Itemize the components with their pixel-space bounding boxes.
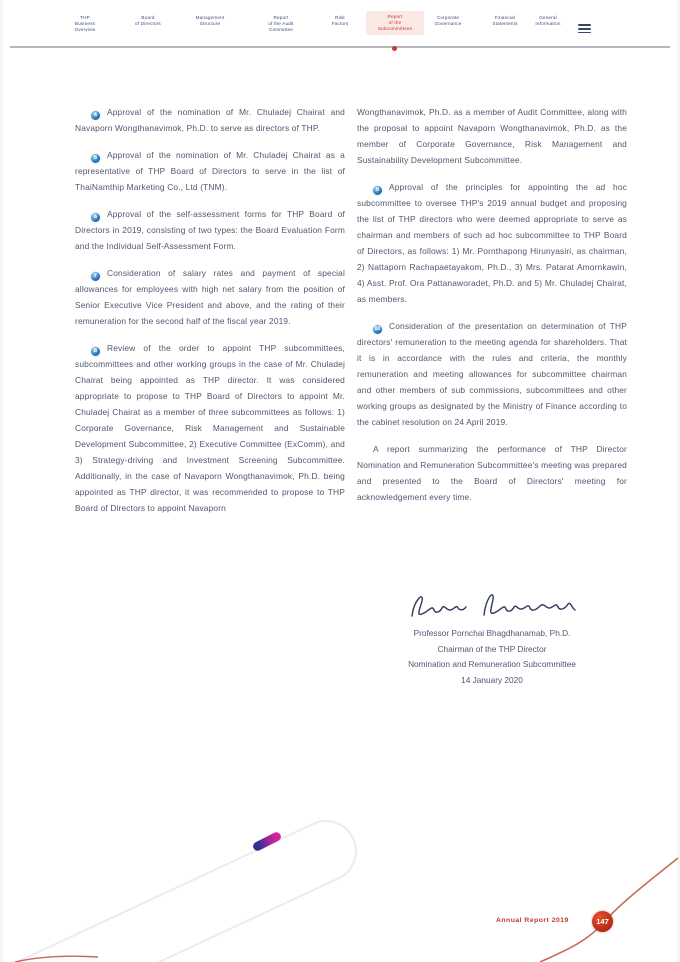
continuation-paragraph <box>357 104 627 168</box>
tab-label: of the Audit <box>268 21 294 27</box>
tab-business-overview[interactable] <box>56 15 114 34</box>
signatory-title-line1: Chairman of the THP Director <box>437 643 547 654</box>
tab-label: Governance <box>434 21 462 27</box>
tab-general-information[interactable] <box>519 15 577 27</box>
agenda-item <box>75 147 345 195</box>
left-column <box>75 104 345 527</box>
signatory-name: Professor Pornchai Bhagdhanamab, Ph.D. <box>413 628 571 638</box>
signature-block <box>357 586 627 688</box>
tab-label: of the <box>388 20 402 26</box>
agenda-item <box>75 265 345 329</box>
tab-label: THP <box>80 15 90 20</box>
right-column <box>357 104 627 516</box>
handwritten-signature-image <box>402 586 582 622</box>
closing-paragraph <box>357 441 627 505</box>
page-edge-shadow-right <box>675 0 680 962</box>
page-number-badge: 147 <box>592 911 613 932</box>
decorative-loop-line <box>0 810 367 962</box>
numbered-bullet-icon: 8 <box>91 347 100 356</box>
tab-label: Report <box>387 14 403 19</box>
tab-label: Information <box>535 21 561 27</box>
tab-label: Business <box>74 21 96 27</box>
tab-corporate-governance[interactable] <box>419 15 477 27</box>
numbered-bullet-icon: 4 <box>91 111 100 120</box>
tab-label: Risk <box>335 15 345 20</box>
hamburger-menu-icon[interactable] <box>578 24 591 35</box>
page-edge-shadow-left <box>0 0 5 962</box>
tab-label: Board <box>141 15 155 20</box>
agenda-item-text: Consideration of the presentation on determination of THP directors' remuneration to the meeting agenda for shareholders. That it is in accordance with the rules and criteria, the monthly remuneration and meeting allowances for subcommittee chairman and other members of sub commissions, subcommittees and other working groups as designated by the Ministry of Finance according to the cabinet resolution on 24 April 2019. <box>357 321 627 427</box>
tab-management-structure[interactable] <box>181 15 239 27</box>
agenda-item-text: Approval of the principles for appointing the ad hoc subcommittee to oversee THP's 2019 annual budget and proposing the list of THP directors who were deemed appropriate to serve as chairman and members of such ad hoc subcommittee to THP Board of Directors, as follows: 1) Mr. Pornthapong Hirunyasiri, as chairman, 2) Nattaporn Rachapaetayakom, Ph.D., 3) Mrs. Patarat Amornkawin, 4) Asst. Prof. Ora Pattanaworadet, Ph.D. and 5) Mr. Chuladej Chairat, as members. <box>357 182 627 304</box>
numbered-bullet-icon: 9 <box>373 186 382 195</box>
numbered-bullet-icon: 6 <box>91 213 100 222</box>
agenda-item <box>357 318 627 430</box>
tab-label: Statements <box>492 21 518 27</box>
agenda-item-text: Review of the order to appoint THP subcommittees, subcommittees and other working groups in the case of Mr. Chuladej Chairat being appointed as THP director. It was considered appropriate to propose to THP Board of Directors to appoint Mr. Chuladej Chairat as a member of three subcommittees as follows: 1) Corporate Governance, Risk Management and Sustainable Development Subcommittee, 2) Executive Committee (ExComm), and 3) Strategy-driving and Investment Screening Subcommittee. Additionally, in the case of Navaporn Wongthanavimok, Ph.D. being appointed as THP director, it was recommended to propose to THP Board of Directors to appoint Navaporn <box>75 343 345 513</box>
tab-audit-committee[interactable] <box>252 15 310 34</box>
signatory-title-line2: Nomination and Remuneration Subcommittee <box>408 659 576 669</box>
tab-label: of Directors <box>135 21 161 27</box>
nav-divider-rule <box>10 46 670 48</box>
tab-label: Committee <box>268 27 293 33</box>
tab-risk-factors[interactable] <box>311 15 369 27</box>
agenda-item <box>75 206 345 254</box>
tab-board-of-directors[interactable] <box>119 15 177 27</box>
numbered-bullet-icon: 10 <box>374 326 381 332</box>
annual-report-label: Annual Report 2019 <box>496 917 569 924</box>
red-curve-decoration <box>460 830 680 962</box>
agenda-item-text: Consideration of salary rates and payment of special allowances for employees with high net salary from the position of Senior Executive Vice President and above, and the rating of their remuneration for the second half of the fiscal year 2019. <box>75 268 345 326</box>
agenda-item <box>75 340 345 516</box>
numbered-bullet-icon: 7 <box>91 272 100 281</box>
corner-red-line-decoration <box>10 948 100 962</box>
paragraph-text: Wongthanavimok, Ph.D. as a member of Audit Committee, along with the proposal to appoint Navaporn Wongthanavimok, Ph.D. as the member of Corporate Governance, Risk Management and Sustainability Development Subcommittee. <box>357 107 627 165</box>
numbered-bullet-icon: 5 <box>91 154 100 163</box>
active-tab-indicator-dot <box>392 46 397 51</box>
tab-label: Factors <box>331 21 349 27</box>
tab-subcommittees-active[interactable] <box>366 11 424 35</box>
tab-label: Report <box>273 15 289 20</box>
signature-date: 14 January 2020 <box>461 674 523 685</box>
tab-label: Financial <box>494 15 516 20</box>
agenda-item-text: Approval of the nomination of Mr. Chuladej Chairat and Navaporn Wongthanavimok, Ph.D. to serve as directors of THP. <box>75 107 345 133</box>
tab-label: Corporate <box>436 15 460 20</box>
paragraph-text: A report summarizing the performance of THP Director Nomination and Remuneration Subcommittee's meeting was prepared and presented to the Board of Directors' meeting for acknowledgement every time. <box>357 444 627 502</box>
tab-label: Management <box>195 15 225 20</box>
agenda-item-text: Approval of the nomination of Mr. Chuladej Chairat as a representative of THP Board of Directors to serve in the list of ThaiNamthip Marketing Co., Ltd (TNM). <box>75 150 345 192</box>
agenda-item-text: Approval of the self-assessment forms for THP Board of Directors in 2019, consisting of two types: the Board Evaluation Form and the Individual Self-Assessment Form. <box>75 209 345 251</box>
agenda-item <box>357 179 627 307</box>
tab-label: General <box>539 15 557 20</box>
tab-label: Subcommittees <box>377 26 413 32</box>
tab-label: Overview <box>74 27 96 33</box>
agenda-item <box>75 104 345 136</box>
tab-label: Structure <box>199 21 221 27</box>
